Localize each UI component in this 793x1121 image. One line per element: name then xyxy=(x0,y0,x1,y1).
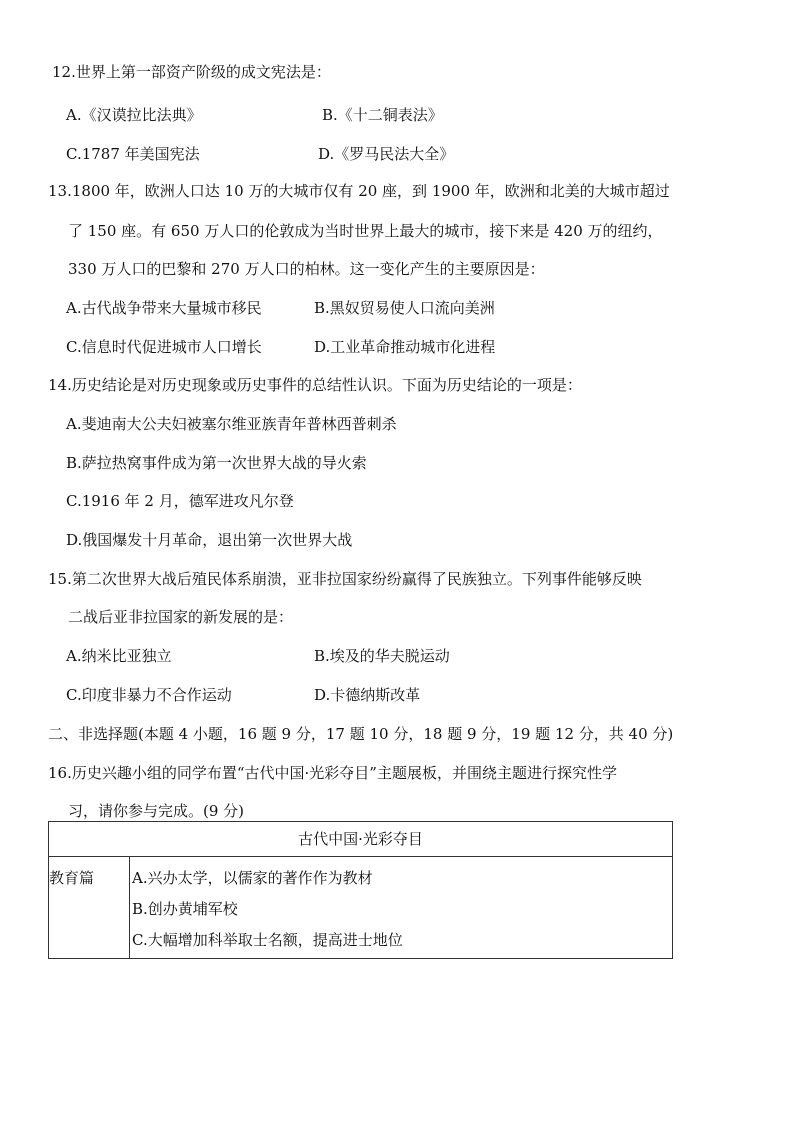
q14-option-c: C.1916 年 2 月，德军进攻凡尔登 xyxy=(66,492,294,510)
q14-option-b: B.萨拉热窝事件成为第一次世界大战的导火索 xyxy=(66,454,367,472)
question-13-stem-line-3: 330 万人口的巴黎和 270 万人口的柏林。这一变化产生的主要原因是： xyxy=(68,260,545,278)
section-title-non-choice: 二、非选择题(本题 4 小题，16 题 9 分，17 题 10 分，18 题 9 分，19 题 12 分，共 40 分) xyxy=(48,725,674,743)
q12-option-c: C.1787 年美国宪法 xyxy=(66,145,200,163)
exhibit-item-a: A.兴办太学，以儒家的著作作为教材 xyxy=(132,869,373,887)
question-16-stem-line-2: 习，请你参与完成。(9 分) xyxy=(68,802,245,820)
exhibit-item-b: B.创办黄埔军校 xyxy=(132,900,238,918)
question-15-stem-line-1: 15.第二次世界大战后殖民体系崩溃，亚非拉国家纷纷赢得了民族独立。下列事件能够反映 xyxy=(48,570,642,588)
q12-option-a: A.《汉谟拉比法典》 xyxy=(66,106,202,124)
exhibit-board-title: 古代中国·光彩夺目 xyxy=(49,822,673,857)
q15-option-a: A.纳米比亚独立 xyxy=(66,647,172,665)
exhibit-section-items xyxy=(130,857,673,959)
question-14-stem: 14.历史结论是对历史现象或历史事件的总结性认识。下面为历史结论的一项是： xyxy=(48,376,582,394)
q12-option-d: D.《罗马民法大全》 xyxy=(318,145,455,163)
question-13-stem-line-1: 13.1800 年，欧洲人口达 10 万的大城市仅有 20 座，到 1900 年，欧洲和北美的大城市超过 xyxy=(48,182,670,200)
question-13-stem-line-2: 了 150 座。有 650 万人口的伦敦成为当时世界上最大的城市，接下来是 420 万的纽约， xyxy=(68,222,663,240)
q13-option-a: A.古代战争带来大量城市移民 xyxy=(66,299,262,317)
q14-option-d: D.俄国爆发十月革命，退出第一次世界大战 xyxy=(66,531,353,549)
q15-option-c: C.印度非暴力不合作运动 xyxy=(66,686,232,704)
exhibit-item-c: C.大幅增加科举取士名额，提高进士地位 xyxy=(132,931,403,949)
question-15-stem-line-2: 二战后亚非拉国家的新发展的是： xyxy=(68,608,294,626)
q15-option-b: B.埃及的华夫脱运动 xyxy=(314,647,450,665)
question-16-stem-line-1: 16.历史兴趣小组的同学布置“古代中国·光彩夺目”主题展板，并围绕主题进行探究性学 xyxy=(48,764,617,782)
q15-option-d: D.卡德纳斯改革 xyxy=(314,686,421,704)
q12-option-b: B.《十二铜表法》 xyxy=(322,106,443,124)
q14-option-a: A.斐迪南大公夫妇被塞尔维亚族青年普林西普刺杀 xyxy=(66,415,397,433)
q13-option-d: D.工业革命推动城市化进程 xyxy=(314,338,496,356)
q13-option-c: C.信息时代促进城市人口增长 xyxy=(66,338,262,356)
exhibit-section-label: 教育篇 xyxy=(49,857,130,959)
q13-option-b: B.黑奴贸易使人口流向美洲 xyxy=(314,299,495,317)
exhibit-board-table xyxy=(48,821,673,959)
question-12-stem: 12.世界上第一部资产阶级的成文宪法是： xyxy=(52,63,331,81)
